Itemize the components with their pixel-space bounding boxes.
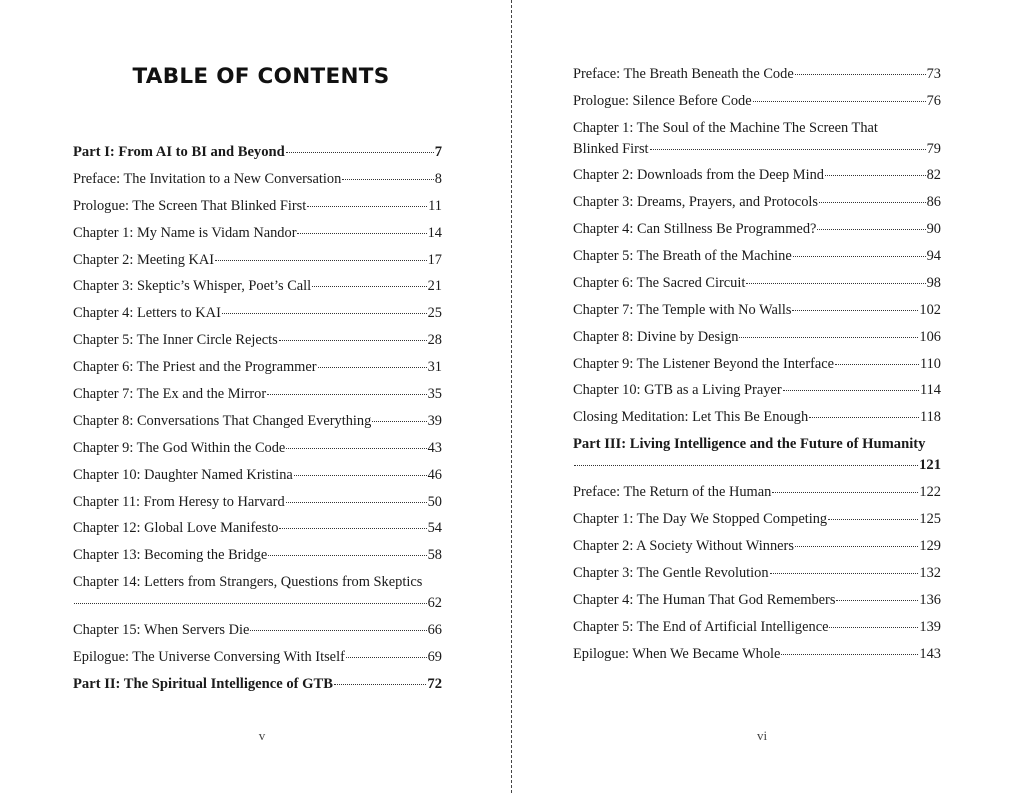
- dot-leader: [819, 202, 926, 203]
- toc-page-number: 72: [427, 675, 442, 692]
- dot-leader: [817, 229, 925, 230]
- toc-entry: [73, 357, 442, 384]
- toc-entry-title: Chapter 6: The Priest and the Programmer: [73, 359, 317, 376]
- toc-entry: [573, 590, 941, 617]
- toc-page-number: 122: [919, 484, 941, 501]
- dot-leader: [739, 337, 918, 338]
- toc-entry-title: Chapter 5: The End of Artificial Intelligence: [573, 618, 829, 635]
- toc-list-left: [73, 142, 442, 700]
- dot-leader: [279, 528, 426, 529]
- toc-page-number: 106: [919, 328, 941, 345]
- toc-entry-title: Chapter 11: From Heresy to Harvard: [73, 493, 285, 510]
- toc-entry: [573, 64, 941, 91]
- toc-page-number: 139: [919, 618, 941, 635]
- toc-entry: [573, 192, 941, 219]
- dot-leader: [746, 283, 925, 284]
- toc-entry: [73, 330, 442, 357]
- dot-leader: [294, 475, 427, 476]
- dot-leader: [795, 546, 918, 547]
- toc-entry-title: Epilogue: The Universe Conversing With Itself: [73, 648, 345, 665]
- toc-entry-title: Chapter 10: Daughter Named Kristina: [73, 466, 293, 483]
- toc-entry: [73, 572, 442, 620]
- toc-entry-continuation: [73, 593, 442, 620]
- toc-entry: [573, 300, 941, 327]
- toc-entry-title: Chapter 8: Divine by Design: [573, 328, 739, 345]
- toc-entry-title: Preface: The Invitation to a New Conversation: [73, 170, 342, 187]
- toc-page-number: 110: [919, 355, 941, 372]
- dot-leader: [753, 101, 926, 102]
- toc-page-number: 76: [926, 92, 941, 109]
- toc-page-number: 28: [427, 332, 442, 349]
- toc-page-number: 54: [427, 520, 442, 537]
- toc-part-entry: [73, 674, 442, 701]
- dot-leader: [828, 519, 918, 520]
- toc-entry-title: Chapter 3: Skeptic’s Whisper, Poet’s Call: [73, 278, 312, 295]
- toc-entry: [573, 354, 941, 381]
- toc-page-number: 90: [926, 221, 941, 238]
- dot-leader: [650, 149, 926, 150]
- toc-entry-title: Chapter 3: Dreams, Prayers, and Protocols: [573, 194, 818, 211]
- toc-page-number: 132: [919, 564, 941, 581]
- dot-leader: [792, 310, 918, 311]
- toc-entry-title: Chapter 2: Downloads from the Deep Mind: [573, 167, 824, 184]
- toc-page-number: 11: [428, 197, 442, 214]
- dot-leader: [267, 394, 426, 395]
- toc-page-number: 79: [926, 140, 941, 157]
- toc-entry-continuation: [573, 139, 941, 166]
- dot-leader: [286, 448, 426, 449]
- toc-part-entry: [73, 142, 442, 169]
- toc-page-number: 14: [427, 224, 442, 241]
- toc-page-number: 102: [919, 301, 941, 318]
- page-gutter-divider: [511, 0, 512, 793]
- toc-entry: [73, 492, 442, 519]
- toc-entry-title: Prologue: The Screen That Blinked First: [73, 197, 307, 214]
- toc-entry-title: Part II: The Spiritual Intelligence of GTB: [73, 675, 333, 692]
- toc-entry: [73, 250, 442, 277]
- dot-leader: [268, 555, 426, 556]
- toc-part-entry: [573, 434, 941, 482]
- toc-entry: [573, 509, 941, 536]
- toc-page-number: 17: [427, 251, 442, 268]
- toc-entry-title: Chapter 4: Letters to KAI: [73, 305, 221, 322]
- toc-page-number: 118: [919, 409, 941, 426]
- dot-leader: [250, 630, 426, 631]
- dot-leader: [793, 256, 926, 257]
- toc-page-number: 39: [427, 412, 442, 429]
- toc-entry: [573, 273, 941, 300]
- toc-entry: [73, 647, 442, 674]
- toc-entry: [573, 644, 941, 671]
- toc-entry-title-continued: Blinked First: [573, 140, 649, 157]
- toc-page-number: 58: [427, 547, 442, 564]
- dot-leader: [809, 417, 919, 418]
- toc-page-number: 62: [427, 595, 442, 612]
- toc-entry: [573, 563, 941, 590]
- toc-page-number: 21: [427, 278, 442, 295]
- dot-leader: [318, 367, 427, 368]
- dot-leader: [574, 465, 918, 466]
- toc-entry-title: Chapter 8: Conversations That Changed Everything: [73, 412, 372, 429]
- right-page: [513, 0, 1024, 793]
- toc-entry-title: Chapter 13: Becoming the Bridge: [73, 547, 268, 564]
- toc-page-number: 94: [926, 247, 941, 264]
- toc-page-number: 73: [926, 66, 941, 82]
- dot-leader: [829, 627, 918, 628]
- toc-page-number: 69: [427, 648, 442, 665]
- toc-page-number: 114: [919, 382, 941, 399]
- dot-leader: [783, 390, 919, 391]
- page-number-right: vi: [756, 728, 768, 743]
- toc-entry-title: Chapter 9: The God Within the Code: [73, 439, 286, 456]
- toc-entry: [573, 380, 941, 407]
- toc-page-number: 129: [919, 537, 941, 554]
- toc-page-number: 8: [434, 170, 442, 187]
- dot-leader: [279, 340, 427, 341]
- dot-leader: [74, 603, 427, 604]
- toc-entry: [73, 196, 442, 223]
- toc-entry: [573, 327, 941, 354]
- toc-page-number: 98: [926, 274, 941, 291]
- dot-leader: [286, 152, 434, 153]
- toc-entry: [573, 482, 941, 509]
- toc-entry-title: Chapter 12: Global Love Manifesto: [73, 520, 279, 537]
- toc-list-right: [573, 64, 941, 670]
- toc-entry: [73, 620, 442, 647]
- toc-entry-title: Chapter 7: The Ex and the Mirror: [73, 386, 267, 403]
- toc-entry-title: Chapter 3: The Gentle Revolution: [573, 564, 769, 581]
- toc-page-number: 35: [427, 386, 442, 403]
- dot-leader: [342, 179, 434, 180]
- toc-entry-title: Closing Meditation: Let This Be Enough: [573, 409, 809, 426]
- dot-leader: [307, 206, 427, 207]
- toc-entry: [573, 536, 941, 563]
- toc-page-number: 31: [427, 359, 442, 376]
- toc-entry: [73, 518, 442, 545]
- toc-entry: [573, 165, 941, 192]
- toc-page-number: 66: [427, 621, 442, 638]
- dot-leader: [372, 421, 426, 422]
- dot-leader: [297, 233, 426, 234]
- toc-entry: [573, 219, 941, 246]
- dot-leader: [825, 175, 926, 176]
- dot-leader: [222, 313, 427, 314]
- toc-entry-title: Chapter 7: The Temple with No Walls: [573, 301, 792, 318]
- toc-heading: TABLE OF CONTENTS: [132, 64, 390, 89]
- toc-entry-title: Chapter 2: Meeting KAI: [73, 251, 215, 268]
- toc-entry: [73, 223, 442, 250]
- dot-leader: [836, 600, 918, 601]
- toc-entry-title: Chapter 5: The Breath of the Machine: [573, 247, 792, 264]
- dot-leader: [795, 74, 926, 75]
- dot-leader: [770, 573, 919, 574]
- toc-entry-title: Chapter 4: Can Stillness Be Programmed?: [573, 221, 817, 238]
- toc-page-number: 43: [427, 439, 442, 456]
- toc-page-number: 125: [919, 511, 941, 528]
- toc-entry-title: Chapter 6: The Sacred Circuit: [573, 274, 746, 291]
- toc-entry-continuation: [573, 455, 941, 482]
- toc-entry-title: Chapter 9: The Listener Beyond the Interface: [573, 355, 835, 372]
- toc-page-number: 46: [427, 466, 442, 483]
- toc-entry: [573, 118, 941, 166]
- toc-entry: [573, 407, 941, 434]
- dot-leader: [772, 492, 918, 493]
- toc-entry-title: Part III: Living Intelligence and the Future of Humanity: [573, 436, 926, 453]
- toc-page-number: 136: [919, 591, 941, 608]
- toc-entry: [73, 411, 442, 438]
- toc-page-number: 7: [434, 144, 442, 160]
- left-page: [0, 0, 511, 793]
- toc-entry-title: Chapter 4: The Human That God Remembers: [573, 591, 836, 608]
- toc-entry: [73, 384, 442, 411]
- toc-entry-title: Chapter 10: GTB as a Living Prayer: [573, 382, 782, 399]
- toc-entry: [73, 303, 442, 330]
- toc-entry-title: Chapter 1: My Name is Vidam Nandor: [73, 224, 297, 241]
- toc-entry: [73, 169, 442, 196]
- toc-entry: [573, 246, 941, 273]
- toc-entry-title: Prologue: Silence Before Code: [573, 92, 752, 109]
- toc-entry-title: Chapter 5: The Inner Circle Rejects: [73, 332, 278, 349]
- dot-leader: [346, 657, 427, 658]
- dot-leader: [286, 502, 427, 503]
- dot-leader: [835, 364, 919, 365]
- toc-entry: [573, 617, 941, 644]
- toc-page-number: 143: [919, 645, 941, 662]
- dot-leader: [312, 286, 426, 287]
- toc-entry-title: Chapter 1: The Soul of the Machine The Screen That: [573, 119, 878, 136]
- toc-entry-title: Epilogue: When We Became Whole: [573, 645, 781, 662]
- toc-entry-title: Preface: The Breath Beneath the Code: [573, 66, 794, 82]
- dot-leader: [215, 260, 427, 261]
- toc-entry-title: Preface: The Return of the Human: [573, 484, 772, 501]
- toc-page-number: 82: [926, 167, 941, 184]
- toc-page-number: 121: [919, 457, 941, 474]
- toc-entry: [73, 438, 442, 465]
- toc-entry: [573, 91, 941, 118]
- toc-page-number: 25: [427, 305, 442, 322]
- toc-entry: [73, 465, 442, 492]
- toc-entry: [73, 276, 442, 303]
- toc-entry-title: Chapter 14: Letters from Strangers, Questions from Skeptics: [73, 574, 423, 591]
- toc-entry: [73, 545, 442, 572]
- page-number-left: v: [258, 728, 266, 743]
- dot-leader: [334, 684, 426, 685]
- toc-entry-title: Chapter 2: A Society Without Winners: [573, 537, 794, 554]
- toc-entry-title: Part I: From AI to BI and Beyond: [73, 144, 285, 160]
- dot-leader: [781, 654, 918, 655]
- toc-page-number: 86: [926, 194, 941, 211]
- toc-entry-title: Chapter 1: The Day We Stopped Competing: [573, 511, 828, 528]
- toc-entry-title: Chapter 15: When Servers Die: [73, 621, 250, 638]
- toc-page-number: 50: [427, 493, 442, 510]
